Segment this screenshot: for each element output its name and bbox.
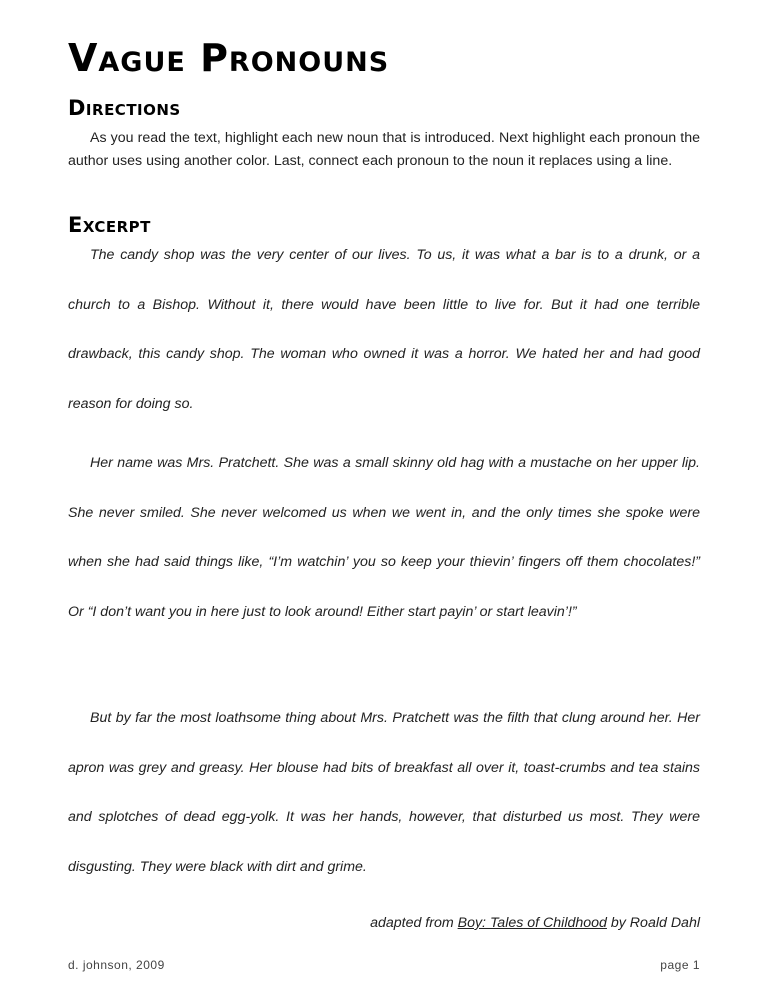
citation-book-title: Boy: Tales of Childhood: [457, 915, 607, 931]
directions-heading: Directions: [68, 96, 181, 120]
citation-author: by Roald Dahl: [606, 915, 700, 931]
excerpt-heading: Excerpt: [68, 213, 151, 237]
excerpt-paragraph-1: The candy shop was the very center of our lives. To us, it was what a bar is to a drunk, or a church to a Bishop. Without it, there would have been little to live for. But it had one terrible drawback, this candy shop. The woman who owned it was a horror. We hated her and had good reason for doing so.: [68, 247, 700, 412]
footer-author-year: d. johnson, 2009: [68, 958, 165, 972]
excerpt-paragraph-3: But by far the most loathsome thing about Mrs. Pratchett was the filth that clung around her. Her apron was grey and greasy. Her blouse had bits of breakfast all over it, toast-crumbs and tea stains and splotches of dead egg-yolk. It was her hands, however, that disturbed us most. They were disgusting. They were black with dirt and grime.: [68, 710, 700, 875]
excerpt-paragraph-2: Her name was Mrs. Pratchett. She was a small skinny old hag with a mustache on her upper lip. She never smiled. She never welcomed us when we went in, and the only times she spoke were when she had said things like, “I’m watchin’ you so keep your thievin’ fingers off them chocolates!” Or “I don’t want you in here just to look around! Either start payin’ or start leavin’!”: [68, 455, 700, 620]
directions-text: As you read the text, highlight each new noun that is introduced. Next highlight each pronoun the author uses using another color. Last, connect each pronoun to the noun it replaces using a line.: [68, 130, 700, 169]
page-title: Vague Pronouns: [68, 36, 390, 80]
footer-page-number: page 1: [660, 958, 700, 972]
citation: [370, 915, 700, 931]
citation-prefix: adapted from: [370, 915, 458, 931]
